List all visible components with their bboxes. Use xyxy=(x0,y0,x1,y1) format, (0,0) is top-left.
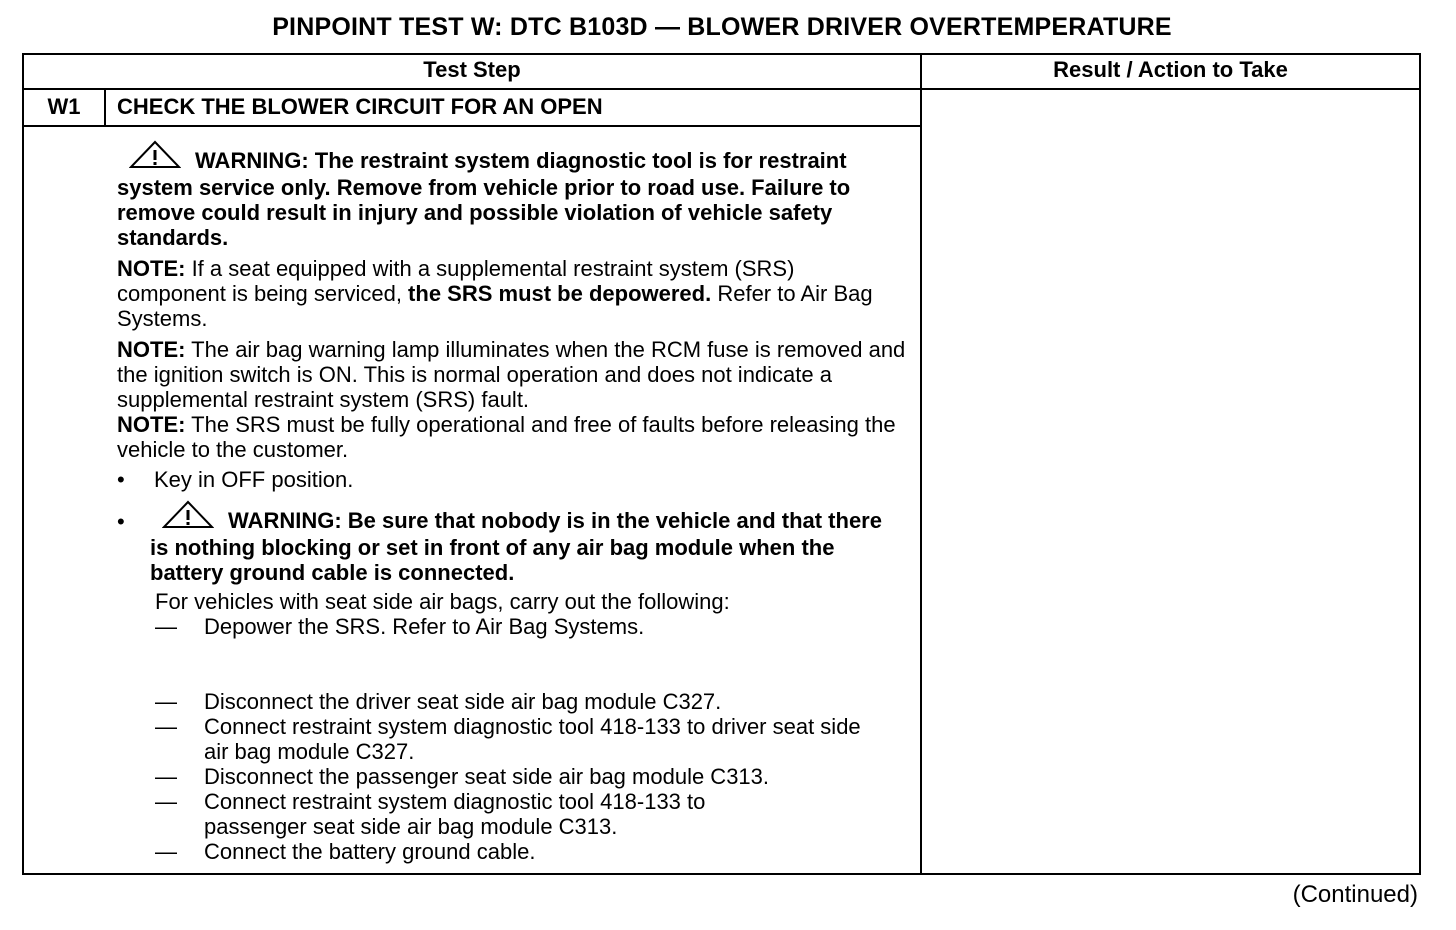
header-result-action: Result / Action to Take xyxy=(1053,57,1288,82)
note-warning-lamp xyxy=(117,337,907,412)
step-title-divider xyxy=(22,125,922,127)
warning-2-text: WARNING: Be sure that nobody is in the vehicle and that there is nothing blocking or set in front of any air bag module when the battery ground cable is connected. xyxy=(150,508,882,585)
bullet-key-off: Key in OFF position. xyxy=(154,467,354,492)
dash-item-depower: Depower the SRS. Refer to Air Bag Systems. xyxy=(204,614,645,639)
column-divider xyxy=(920,53,922,875)
note-1-text: If a seat equipped with a supplemental restraint system (SRS) component is being serviced, xyxy=(117,256,795,306)
header-divider xyxy=(22,88,1421,90)
dash-item-connect-passenger: Connect restraint system diagnostic tool 418-133 to passenger seat side air bag module C313. xyxy=(204,789,706,839)
step-title: CHECK THE BLOWER CIRCUIT FOR AN OPEN xyxy=(117,94,603,119)
dash-item-battery-ground: Connect the battery ground cable. xyxy=(204,839,536,864)
page-title: PINPOINT TEST W: DTC B103D — BLOWER DRIVER OVERTEMPERATURE xyxy=(272,13,1172,41)
warning-triangle-icon xyxy=(162,500,214,535)
note-2-text: The air bag warning lamp illuminates when the RCM fuse is removed and the ignition switch is ON. This is normal operation and does not indicate a supplemental restraint system (SRS) fault. xyxy=(117,337,906,412)
note-1-tail: Refer to Air Bag Systems. xyxy=(117,281,873,331)
note-srs-depower xyxy=(117,256,907,331)
dash-marker: — xyxy=(155,789,177,814)
note-3-text: The SRS must be fully operational and free of faults before releasing the vehicle to the customer. xyxy=(117,412,896,462)
dash-item-connect-driver: Connect restraint system diagnostic tool 418-133 to driver seat side air bag module C327. xyxy=(204,714,861,764)
note-2-label: NOTE: xyxy=(117,337,186,362)
dash-marker: — xyxy=(155,764,177,789)
note-3-label: NOTE: xyxy=(117,412,186,437)
continued-label: (Continued) xyxy=(1292,881,1418,908)
bullet-1-marker: • xyxy=(117,467,125,492)
note-1-bold: the SRS must be depowered. xyxy=(401,281,712,306)
warning-nobody-in-vehicle xyxy=(150,500,890,585)
seat-side-intro: For vehicles with seat side air bags, carry out the following: xyxy=(155,589,730,614)
note-1-label: NOTE: xyxy=(117,256,186,281)
note-srs-operational xyxy=(117,412,907,462)
header-test-step: Test Step xyxy=(423,57,521,82)
step-id-divider xyxy=(104,89,106,126)
step-id: W1 xyxy=(47,94,81,119)
dash-item-disconnect-passenger: Disconnect the passenger seat side air bag module C313. xyxy=(204,764,770,789)
warning-triangle-icon xyxy=(129,140,181,175)
dash-marker: — xyxy=(155,714,177,739)
bullet-2-marker: • xyxy=(117,509,125,534)
warning-1-text: WARNING: The restraint system diagnostic tool is for restraint system service only. Remove from vehicle prior to road use. Failure to remove could result in injury and possible violation of vehicle safety standards. xyxy=(117,148,851,250)
dash-marker: — xyxy=(155,614,177,639)
warning-restraint-tool xyxy=(117,140,882,250)
dash-marker: — xyxy=(155,689,177,714)
dash-marker: — xyxy=(155,839,177,864)
dash-item-disconnect-driver: Disconnect the driver seat side air bag module C327. xyxy=(204,689,722,714)
